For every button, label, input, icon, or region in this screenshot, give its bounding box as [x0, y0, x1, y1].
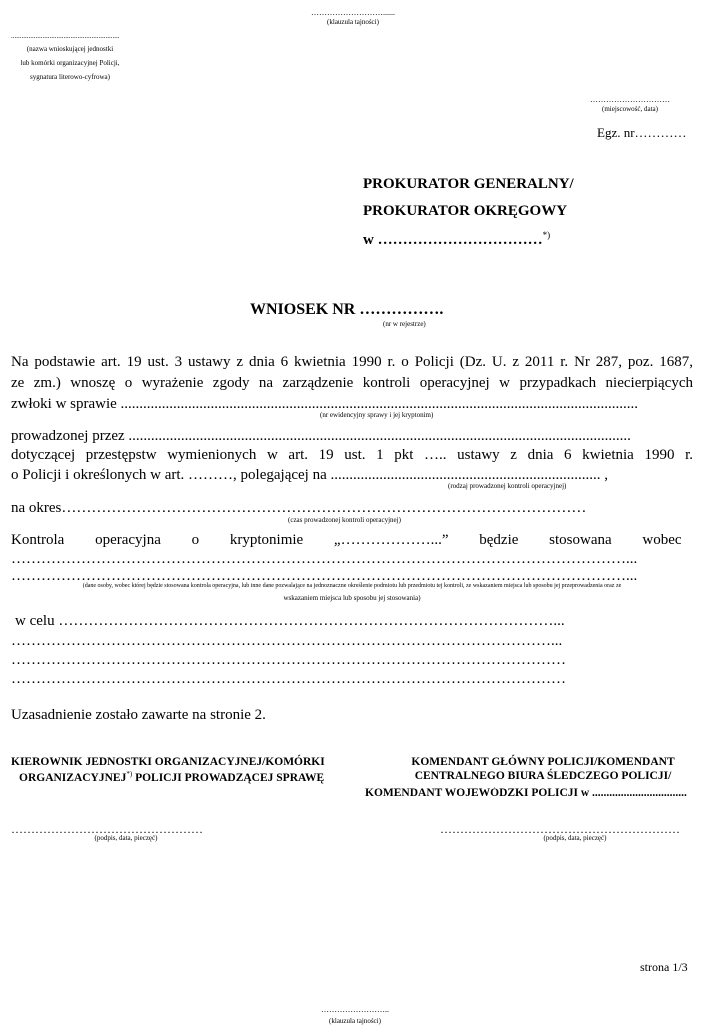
- signature-left-dots: …………………………………………: [11, 822, 203, 836]
- signatory-right-line-3: KOMENDANT WOJEWÓDZKI POLICJI w .................................: [365, 787, 687, 799]
- body-line-14: …………………………………………………………………………………………………: [11, 671, 566, 687]
- body-line-3: zwłoki w sprawie ..........................................................................................................................................: [11, 396, 639, 412]
- copy-number: Egz. nr…………: [597, 125, 687, 140]
- applicant-caption-3: sygnatura literowo-cyfrowa): [30, 73, 110, 81]
- body-line-12: ………………………………………………………………………………………………...: [11, 633, 563, 649]
- subject-caption-2: wskazaniem miejsca lub sposobu jej stosowania): [283, 594, 421, 602]
- body-line-4: prowadzonej przez ......................................................................................................................................: [11, 428, 631, 444]
- case-number-caption: (nr ewidencyjny sprawy i jej kryptonim): [320, 411, 434, 419]
- request-number-caption: (nr w rejestrze): [383, 320, 426, 328]
- top-clause-dots: ………………………......: [311, 8, 395, 17]
- body-line-13: …………………………………………………………………………………………………: [11, 652, 566, 668]
- signature-left-caption: (podpis, data, pieczęć): [94, 834, 158, 842]
- addressee-line-3: [363, 230, 550, 249]
- body-line-2: ze zm.) wnoszę o wyrażenie zgody na zarządzenie kontroli operacyjnej w przypadkach niecierpiących: [11, 375, 693, 391]
- signatory-left-role: POLICJI PROWADZĄCEJ SPRAWĘ: [132, 771, 325, 784]
- request-title: WNIOSEK NR …………….: [250, 301, 444, 318]
- bottom-clause-dots: ……………………..: [321, 1005, 389, 1014]
- addressee-line-2: PROKURATOR OKRĘGOWY: [363, 203, 568, 219]
- control-period-caption: (czas prowadzonej kontroli operacyjnej): [288, 516, 401, 524]
- signatory-left-line-1: KIEROWNIK JEDNOSTKI ORGANIZACYJNEJ/KOMÓRKI: [11, 756, 325, 768]
- body-line-6: o Policji i określonych w art. ………, polegającej na ........................................................................ ,: [11, 467, 609, 483]
- page-number: strona 1/3: [640, 960, 688, 974]
- signatory-right-line-2: CENTRALNEGO BIURA ŚLEDCZEGO POLICJI/: [414, 770, 672, 782]
- bottom-clause-caption: (klauzula tajności): [329, 1017, 381, 1025]
- body-line-7: na okres……………………………………………………………………………………………: [11, 500, 587, 516]
- signatory-left-unit: ORGANIZACYJNEJ: [19, 771, 127, 784]
- signatory-left-footnote: *): [126, 770, 133, 778]
- top-clause-caption: (klauzula tajności): [327, 18, 379, 26]
- body-line-1: Na podstawie art. 19 ust. 3 ustawy z dnia 6 kwietnia 1990 r. o Policji (Dz. U. z 2011 r. Nr 287, poz. 1687,: [11, 354, 693, 370]
- applicant-caption-1: (nazwa wnioskującej jednostki: [26, 45, 114, 53]
- subject-caption-1: (dane osoby, wobec której będzie stosowana kontrola operacyjna, lub inne dane pozwalające na jednoznaczne określenie podmiotu lub przedmiotu tej kontroli, ze wskazaniem miejsca lub sposobu jej przeprowadzenia oraz ze: [82, 583, 622, 589]
- signature-right-caption: (podpis, data, pieczęć): [543, 834, 607, 842]
- body-line-5: dotyczącej przestępstw wymienionych w art. 19 ust. 1 pkt ….. ustawy z dnia 6 kwietnia 1990 r.: [11, 447, 693, 463]
- applicant-caption-2: lub komórki organizacyjnej Policji,: [20, 59, 120, 67]
- body-line-9: ……………………………………………………………………………………………………………...: [11, 551, 638, 567]
- body-line-10: ……………………………………………………………………………………………………………...: [11, 568, 638, 584]
- control-type-caption: (rodzaj prowadzonej kontroli operacyjnej): [448, 482, 567, 490]
- signatory-right-line-1: KOMENDANT GŁÓWNY POLICJI/KOMENDANT: [411, 756, 675, 768]
- applicant-dots: ..............................................................: [11, 32, 120, 40]
- place-date-dots: …………………………: [590, 95, 670, 104]
- addressee-footnote: *): [542, 230, 551, 240]
- signature-right-dots: ……………………………………………………: [440, 822, 680, 836]
- justification-note: Uzasadnienie zostało zawarte na stronie 2.: [11, 707, 266, 723]
- signatory-left-line-2: [19, 770, 324, 784]
- body-line-11: w celu ………………………………………………………………………………………...: [15, 613, 565, 629]
- body-line-8-text: Kontrola operacyjna o kryptonimie „………………...” będzie stosowana wobec: [11, 532, 682, 548]
- place-date-caption: (miejscowość, data): [602, 105, 658, 113]
- addressee-place: w ……………………………: [363, 232, 543, 248]
- addressee-line-1: PROKURATOR GENERALNY/: [363, 176, 574, 192]
- body-line-8: [11, 531, 693, 549]
